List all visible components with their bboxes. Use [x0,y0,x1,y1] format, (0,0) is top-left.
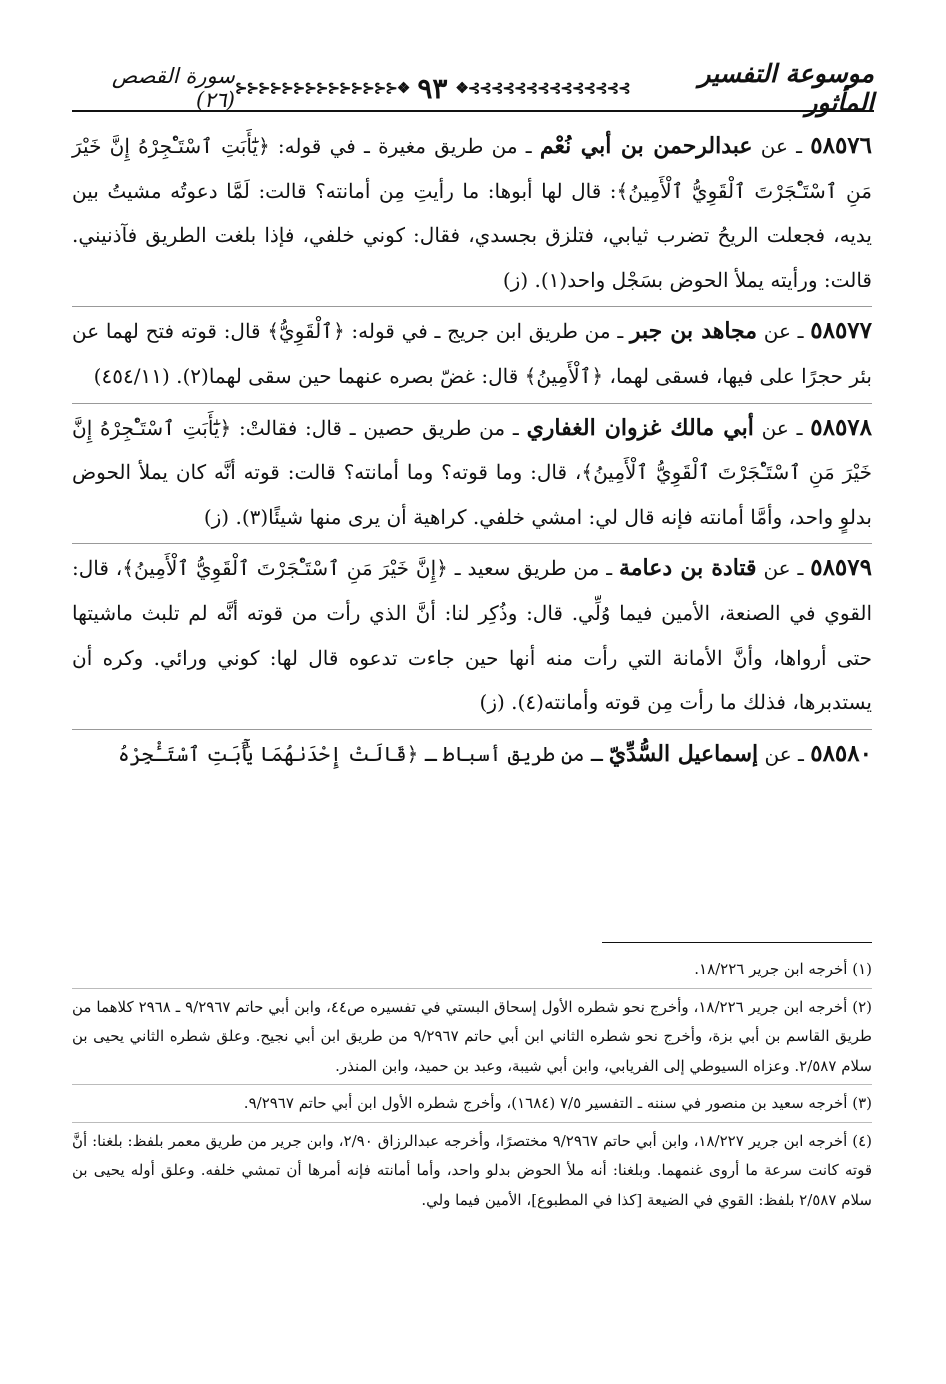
footnotes [72,955,872,1222]
page-number: ٩٣ [417,71,448,105]
narrator-name: قتادة بن دعامة [618,555,757,582]
ornament-left-icon: ❖⊰⊰⊰⊰⊰⊰⊰⊰⊰⊰⊰⊰⊰⊰ [234,79,410,97]
narration-lead: ـ عن [757,319,811,344]
footnote: (٣) أخرجه سعيد بن منصور في سننه ـ التفسير ٧/٥ (١٦٨٤)، وأخرج شطره الأول ابن أبي حاتم ٩/٢٩٦٧. [72,1089,872,1123]
narrator-name: أبي مالك غزوان الغفاري [526,414,754,441]
footnote: (٤) أخرجه ابن جرير ١٨/٢٢٧، وابن أبي حاتم ٩/٢٩٦٧ مختصرًا، وأخرجه عبدالرزاق ٢/٩٠، وابن جرير من طريق معمر بلفظ: بلغنا: أنَّ قوته كانت سرعة ما أروى غنمهما. وبلغنا: أنه ملأ الحوض بدلو واحد، وأما أمانته فإنه أمرها أن تمشي خلفه. وعلق أوله يحيى بن سلام ٢/٥٨٧ بلفظ: القوي في الضيعة [كذا في المطبوع]، الأمين فيما ولي. [72,1131,873,1209]
narration-lead: ـ عن [752,134,811,158]
narration-paragraph [72,406,872,545]
narration-text: ـ من طريق سعيد ـ ﴿إِنَّ خَيْرَ مَنِ ٱسْتَـْٔجَرْتَ ٱلْقَوِيُّ ٱلْأَمِينُ﴾، قال: القوي في الصنعة، الأمين فيما وُلِّي. قال: وذُكِر لنا: أنَّ الذي رأت من قوته أنَّه لم تلبث ماشيتها حتى أرواها، وأنَّ الأمانة التي رأت منه أنها حين جاءت تدعوه قال لها: كوني ورائي. وكره أن يستدبرها، فذلك ما رأت مِن قوته وأمانته(٤). (ز) [72,556,872,715]
narration-paragraph [72,546,872,729]
footnote-divider [602,942,872,943]
narration-text: ـ من طريق ابن جريج ـ في قوله: ﴿ٱلْقَوِيُّ﴾ قال: قوته فتح لهما عن بئر حجرًا على فيها، فسقى لهما، ﴿ٱلْأَمِينُ﴾ قال: غضّ بصره عنهما حين سقى لهما(٢). (٤٥٤/١١) [72,319,872,388]
narrator-name: إسماعيل السُّدِّيّ [608,740,759,767]
header-divider [72,110,874,112]
page-number-group [235,72,630,105]
narrator-name: مجاهد بن جبر [629,318,758,345]
footnote: (١) أخرجه ابن جرير ١٨/٢٢٦. [72,955,872,989]
narration-paragraph [72,124,872,307]
narration-number: ٥٨٥٨٠ [810,739,872,767]
narration-paragraph [72,732,872,781]
narration-number: ٥٨٥٧٧ [810,317,873,345]
narration-text: ـ من طريق حصين ـ قال: فقالتْ: ﴿يَٰٓأَبَتِ ٱسْتَـْٔجِرْهُ إِنَّ خَيْرَ مَنِ ٱسْتَـْٔجَرْتَ ٱلْقَوِيُّ ٱلْأَمِينُ﴾، قال: وما قوته؟ وما أمانته؟ قالت: قوته أنَّه كان يملأ الحوض بدلوٍ واحد، وأمَّا أمانته فإنه قال لي: امشي خلفي. كراهية أن يرى منها شيئًا(٣). (ز) [72,415,872,529]
footnote: (٢) أخرجه ابن جرير ١٨/٢٢٦، وأخرج نحو شطره الأول إسحاق البستي في تفسيره ص٤٤، وابن أبي حاتم ٩/٢٩٦٧ ـ ٢٩٦٨ كلاهما من طريق القاسم بن أبي بزة، وأخرج نحو شطره الثاني ابن أبي حاتم ٩/٢٩٦٧ من طريق ابن أبي نجيح. وعلق شطره الثاني يحيى بن سلام ٢/٥٨٧. وعزاه السيوطي إلى الفريابي، وابن أبي شيبة، وعبد بن حميد، وابن المنذر. [72,993,872,1086]
narration-lead: ـ عن [753,415,811,440]
narration-number: ٥٨٥٧٩ [810,554,872,582]
main-text [72,124,872,782]
narration-paragraph [72,309,872,403]
page-header [72,59,874,117]
narration-lead: ـ عن [758,741,811,766]
narration-lead: ـ عن [756,556,811,581]
ornament-right-icon: ⊱⊱⊱⊱⊱⊱⊱⊱⊱⊱⊱⊱⊱⊱❖ [455,79,630,97]
narration-text: ـ من طريق مغيرة ـ في قوله: ﴿يَٰٓأَبَتِ ٱسْتَـْٔجِرْهُ إِنَّ خَيْرَ مَنِ ٱسْتَـْٔجَرْتَ ٱلْقَوِيُّ ٱلْأَمِينُ﴾: قال لها أبوها: ما رأيتِ مِن أمانته؟ قالت: لَمَّا دعوتُه مشيتُ بين يديه، فجعلت الريحُ تضرب ثيابي، فتلزق بجسدي، فقال: كوني خلفي، فإذا بلغت الطريق فآذنيني. قالت: ورأيته يملأ الحوض بسَجْل واحد(١). (ز) [72,134,872,292]
narration-text: ـ من طريق أسباط ـ ﴿قَالَتْ إِحْدَىٰهُمَا يَٰٓأَبَتِ ٱسْتَـْٔجِرْهُ [118,741,609,766]
narration-number: ٥٨٥٧٦ [810,132,873,159]
surah-title: سورة القصص (٢٦) [111,64,235,112]
narrator-name: عبدالرحمن بن أبي نُعْم [539,133,753,159]
narration-number: ٥٨٥٧٨ [810,413,873,441]
book-title: موسوعة التفسير المأثور [698,59,874,117]
